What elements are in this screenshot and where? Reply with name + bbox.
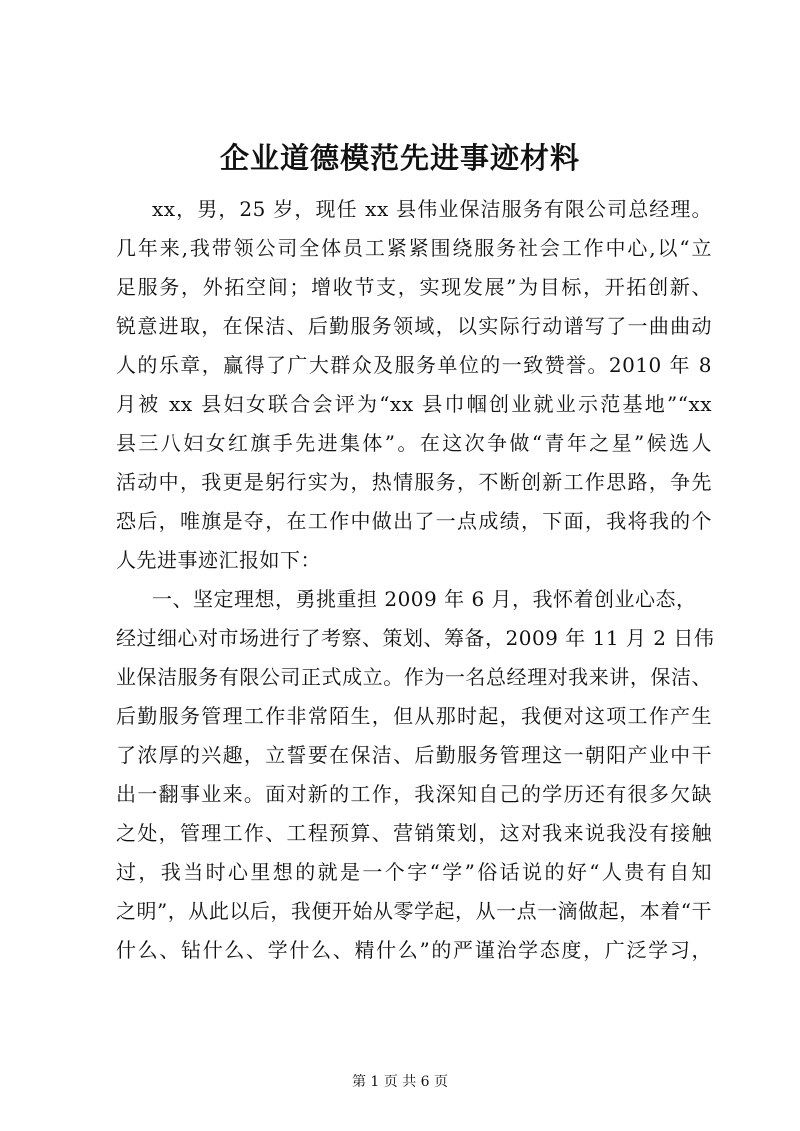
paragraph-line: 之明”，从此以后，我便开始从零学起，从一点一滴做起，本着“干: [116, 899, 712, 923]
paragraph-line: 过，我当时心里想的就是一个字“学”俗话说的好“人贵有自知: [116, 860, 712, 884]
paragraph-line: 经过细心对市场进行了考察、策划、筹备，2009 年 11 月 2 日伟: [116, 626, 715, 650]
paragraph-line: 出一翻事业来。面对新的工作，我深知自己的学历还有很多欠缺: [116, 782, 712, 806]
document-title: 企业道德模范先进事迹材料: [219, 141, 580, 175]
paragraph-line: 锐意进取，在保洁、后勤服务领域，以实际行动谱写了一曲曲动: [116, 314, 712, 338]
paragraph-line: 后勤服务管理工作非常陌生，但从那时起，我便对这项工作产生: [116, 704, 712, 728]
paragraph-line: 足服务，外拓空间；增收节支，实现发展”为目标，开拓创新、: [116, 275, 712, 299]
paragraph-line: 一、坚定理想，勇挑重担 2009 年 6 月，我怀着创业心态，: [152, 587, 697, 611]
paragraph-line: 几年来,我带领公司全体员工紧紧围绕服务社会工作中心,以“立: [116, 236, 712, 260]
paragraph-line: 之处，管理工作、工程预算、营销策划，这对我来说我没有接触: [116, 821, 712, 845]
paragraph-line: 县三八妇女红旗手先进集体”。在这次争做“青年之星”候选人: [116, 431, 712, 455]
paragraph-line: 人先进事迹汇报如下：: [116, 548, 321, 572]
page-footer: 第 1 页 共 6 页: [351, 1074, 449, 1090]
paragraph-line: xx，男，25 岁，现任 xx 县伟业保洁服务有限公司总经理。: [152, 197, 712, 221]
paragraph-line: 活动中，我更是躬行实为，热情服务，不断创新工作思路，争先: [116, 470, 712, 494]
paragraph-line: 了浓厚的兴趣，立誓要在保洁、后勤服务管理这一朝阳产业中干: [116, 743, 712, 767]
paragraph-section-one: [116, 580, 715, 970]
paragraph-line: 什么、钻什么、学什么、精什么”的严谨治学态度，广泛学习，: [116, 938, 712, 962]
paragraph-line: 业保洁服务有限公司正式成立。作为一名总经理对我来讲，保洁、: [116, 665, 712, 689]
paragraph-line: 恐后，唯旗是夺，在工作中做出了一点成绩，下面，我将我的个: [116, 509, 712, 533]
paragraph-line: 月被 xx 县妇女联合会评为“xx 县巾帼创业就业示范基地”“xx: [116, 392, 712, 416]
paragraph-line: 人的乐章，赢得了广大群众及服务单位的一致赞誉。2010 年 8: [116, 353, 712, 377]
paragraph-intro: [116, 190, 712, 580]
